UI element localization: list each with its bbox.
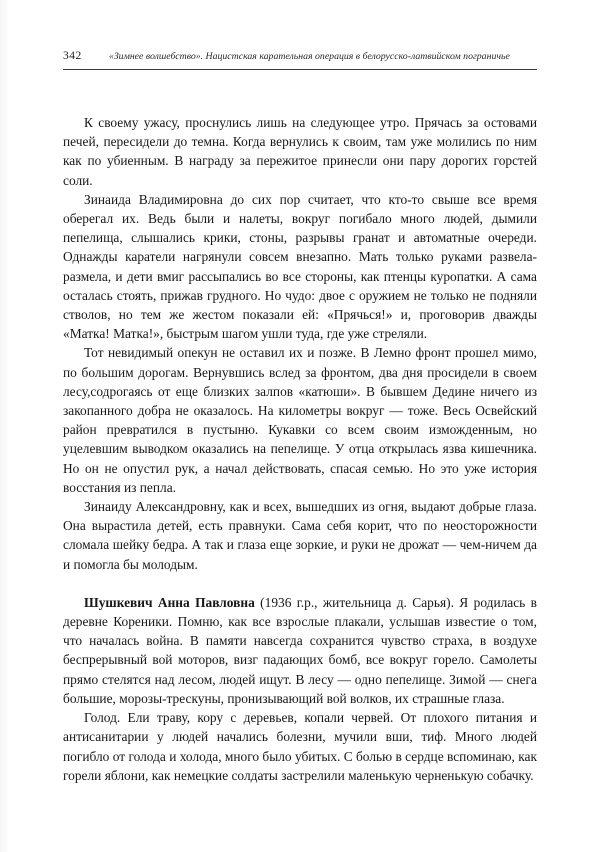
running-header [63,50,537,62]
witness-name: Шушкевич Анна Павловна [84,594,255,610]
paragraph-3: Тот невидимый опекун не оставил их и позже. В Лемно фронт прошел мимо, по большим дорогам. Вернувшись вслед за фронтом, два дня просидели в своем лесу,содрогаясь от еще близких залпов «катюши». В бывшем Дедине ничего из закопанного добра не оказалось. На километры вокруг — тоже. Весь Освейский район превратился в пустыню. Кукавки со всем своим изможденным, но уцелевшим выводком оказались на пепелище. У отца открылась язва кишечника. Но он не опустил рук, а начал действовать, спасая семью. Но это уже история восстания из пепла. [63,345,537,495]
paragraph-4: Зинаиду Александровну, как и всех, вышедших из огня, выдают добрые глаза. Она вырастила детей, есть правнуки. Сама себя корит, что по неосторожности сломала шейку бедра. А так и глаза еще зоркие, и руки не дрожат — чем-ничем да и помогла бы молодым. [63,499,537,572]
paragraph-2: Зинаида Владимировна до сих пор считает, что кто-то свыше все время оберегал их. Ведь были и налеты, вокруг погибало много людей, дымили пепелища, слышались крики, стоны, разрывы гранат и автоматные очереди. Однажды каратели нагрянули совсем внезапно. Мать только руками развела-размела, и дети вмиг рассыпались во все стороны, как птенцы куропатки. А сама осталась стоять, прижав грудного. Но чудо: двое с оружием не только не подняли стволов, но тем же жестом показали ей: «Прячься!» и, проговорив дважды «Матка! Матка!», быстрым шагом ушли туда, где уже стреляли. [63,191,537,342]
witness-text: (1936 г.р., жительница д. Сарья). Я родилась в деревне Кореники. Помню, как все взрослые плакали, услышав известие о том, что началась война. В памяти навсегда сохранится чувство страха, в воздухе беспрерывный вой моторов, визг падающих бомб, все вокруг горело. Самолеты прямо стелятся над лесом, людей ищут. В лесу — одно пепелище. Зимой — снега большие, морозы-трескуны, пронизывающий вой волков, их страшные глаза. [63,594,537,706]
running-title: «Зимнее волшебство». Нацистская карательная операция в белорусско-латвийском пограничье [108,51,510,62]
paragraph-closing: Голод. Ели траву, кору с деревьев, копали червей. От плохого питания и антисанитарии у людей начались болезни, мучили вши, тиф. Много людей погибло от голода и холода, много было убитых. С болью в сердце вспоминаю, как горели яблони, как немецкие солдаты застрелили маленькую черненькую собачку. [63,710,537,783]
header-rule [63,69,537,70]
text-block [63,113,537,785]
paragraph-1: К своему ужасу, проснулись лишь на следующее утро. Прячась за остовами печей, пересидели до темна. Когда вернулись к своим, там уже молились по ним как по убиенным. В награду за пережитое принесли они пару дорогих горстей соли. [63,115,537,188]
paragraph-witness-intro [63,593,537,708]
page-number: 342 [63,50,82,62]
